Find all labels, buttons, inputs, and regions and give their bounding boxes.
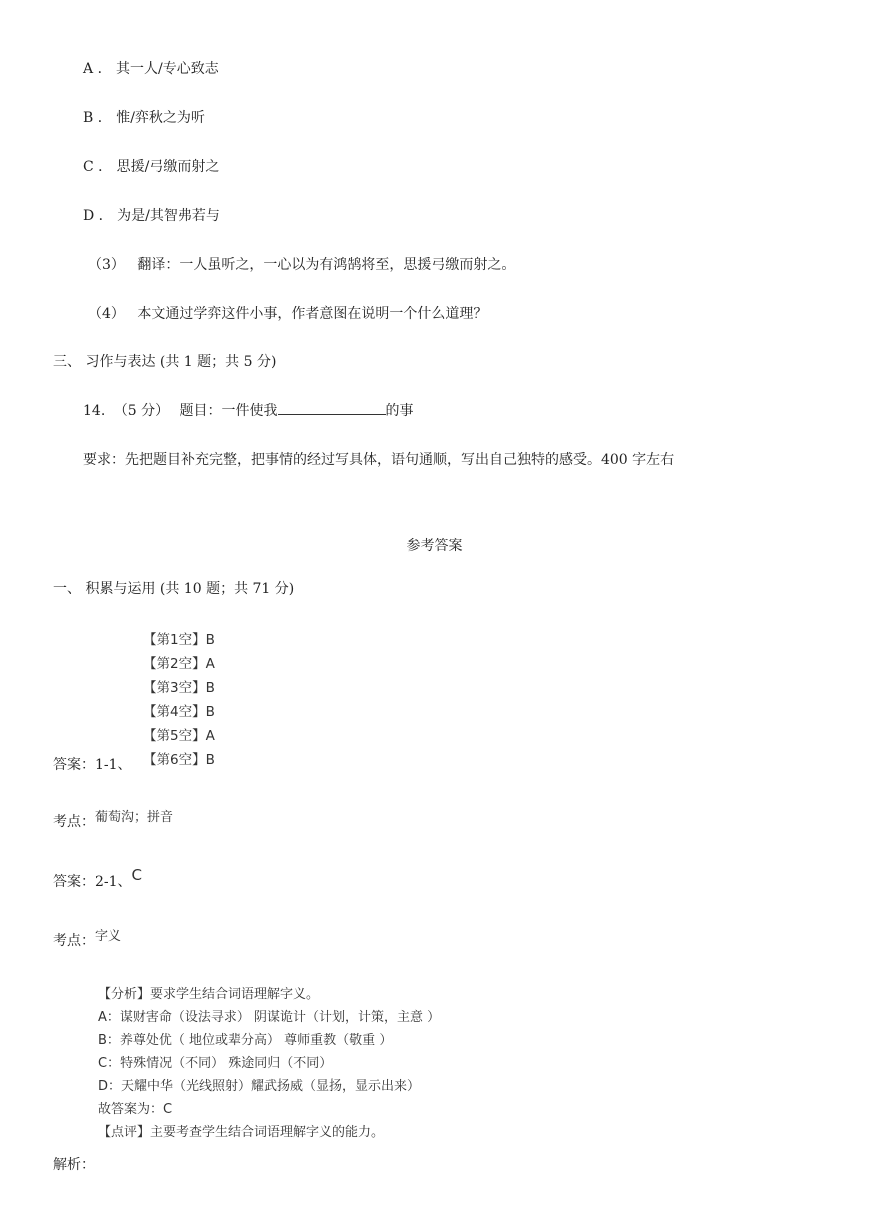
answer-2-1 [53,866,143,891]
answer-1-1-label: 答案：1-1、 [53,757,132,773]
keypoint-2 [53,929,122,951]
analysis-line: A：谋财害命（设法寻求） 阴谋诡计（计划，计策，主意 ） [98,1010,441,1025]
question-number: 14. [83,403,106,419]
blank-answer: 【第5空】A [143,728,215,744]
option-letter: C [83,159,94,175]
keypoint-label: 考点： [53,814,95,830]
option-d: D ． 为是/其智弗若与 [83,208,220,224]
analysis-line: C：特殊情况（不同） 殊途同归（不同） [98,1056,333,1071]
analysis-line: D：天耀中华（光线照射）耀武扬威（显扬，显示出来） [98,1079,421,1094]
answer-blank [278,402,386,415]
analysis-block [98,983,440,1144]
subquestion-text: 本文通过学弈这件小事，作者意图在说明一个什么道理？ [137,306,488,322]
section-heading-1: 一、 积累与运用 (共 10 题；共 71 分) [53,581,295,597]
question-prompt-after: 的事 [385,403,414,419]
option-text: 惟/弈秋之为听 [116,110,205,126]
option-letter: B [83,110,94,126]
option-text: 为是/其智弗若与 [117,208,220,224]
blank-answer: 【第3空】B [143,680,215,696]
keypoint-1 [53,810,174,832]
subquestion-number: （3） [88,257,125,273]
option-text: 其一人/专心致志 [116,61,219,77]
question-points: （5 分） [113,403,170,419]
blank-answer: 【第2空】A [143,656,215,672]
analysis-line: 【点评】主要考查学生结合词语理解字义的能力。 [98,1125,385,1140]
section-heading-3: 三、 习作与表达 (共 1 题；共 5 分) [53,354,277,370]
subquestion-3 [88,256,515,274]
keypoint-value: 字义 [95,929,122,944]
blank-answer: 【第1空】B [143,632,215,648]
answer-1-1-blanks [143,628,215,772]
subquestion-4 [88,305,487,323]
analysis-label: 解析： [53,1157,95,1173]
option-letter: A [83,61,94,77]
subquestion-text: 翻译：一人虽听之，一心以为有鸿鹄将至，思援弓缴而射之。 [137,257,516,273]
subquestion-number: （4） [88,306,125,322]
option-text: 思援/弓缴而射之 [116,159,220,175]
answers-title: 参考答案 [406,538,463,554]
option-b: B ． 惟/弈秋之为听 [83,110,205,126]
answer-label: 答案：2-1、 [53,874,132,890]
option-a: A ． 其一人/专心致志 [83,61,219,77]
answer-value: C [131,866,143,884]
blank-answer: 【第6空】B [143,752,215,768]
keypoint-value: 葡萄沟；拼音 [95,810,174,825]
analysis-line: 【分析】要求学生结合词语理解字义。 [98,987,320,1002]
question-14-requirement: 要求：先把题目补充完整，把事情的经过写具体，语句通顺，写出自己独特的感受。400 字左右 [83,452,675,468]
keypoint-label: 考点： [53,933,95,949]
analysis-line: 故答案为：C [98,1102,173,1117]
option-letter: D [83,208,95,224]
blank-answer: 【第4空】B [143,704,215,720]
question-prompt-before: 题目：一件使我 [179,403,278,419]
question-14 [83,402,414,420]
analysis-line: B：养尊处优（ 地位或辈分高） 尊师重教（敬重 ） [98,1033,393,1048]
option-c: C ． 思援/弓缴而射之 [83,159,220,175]
